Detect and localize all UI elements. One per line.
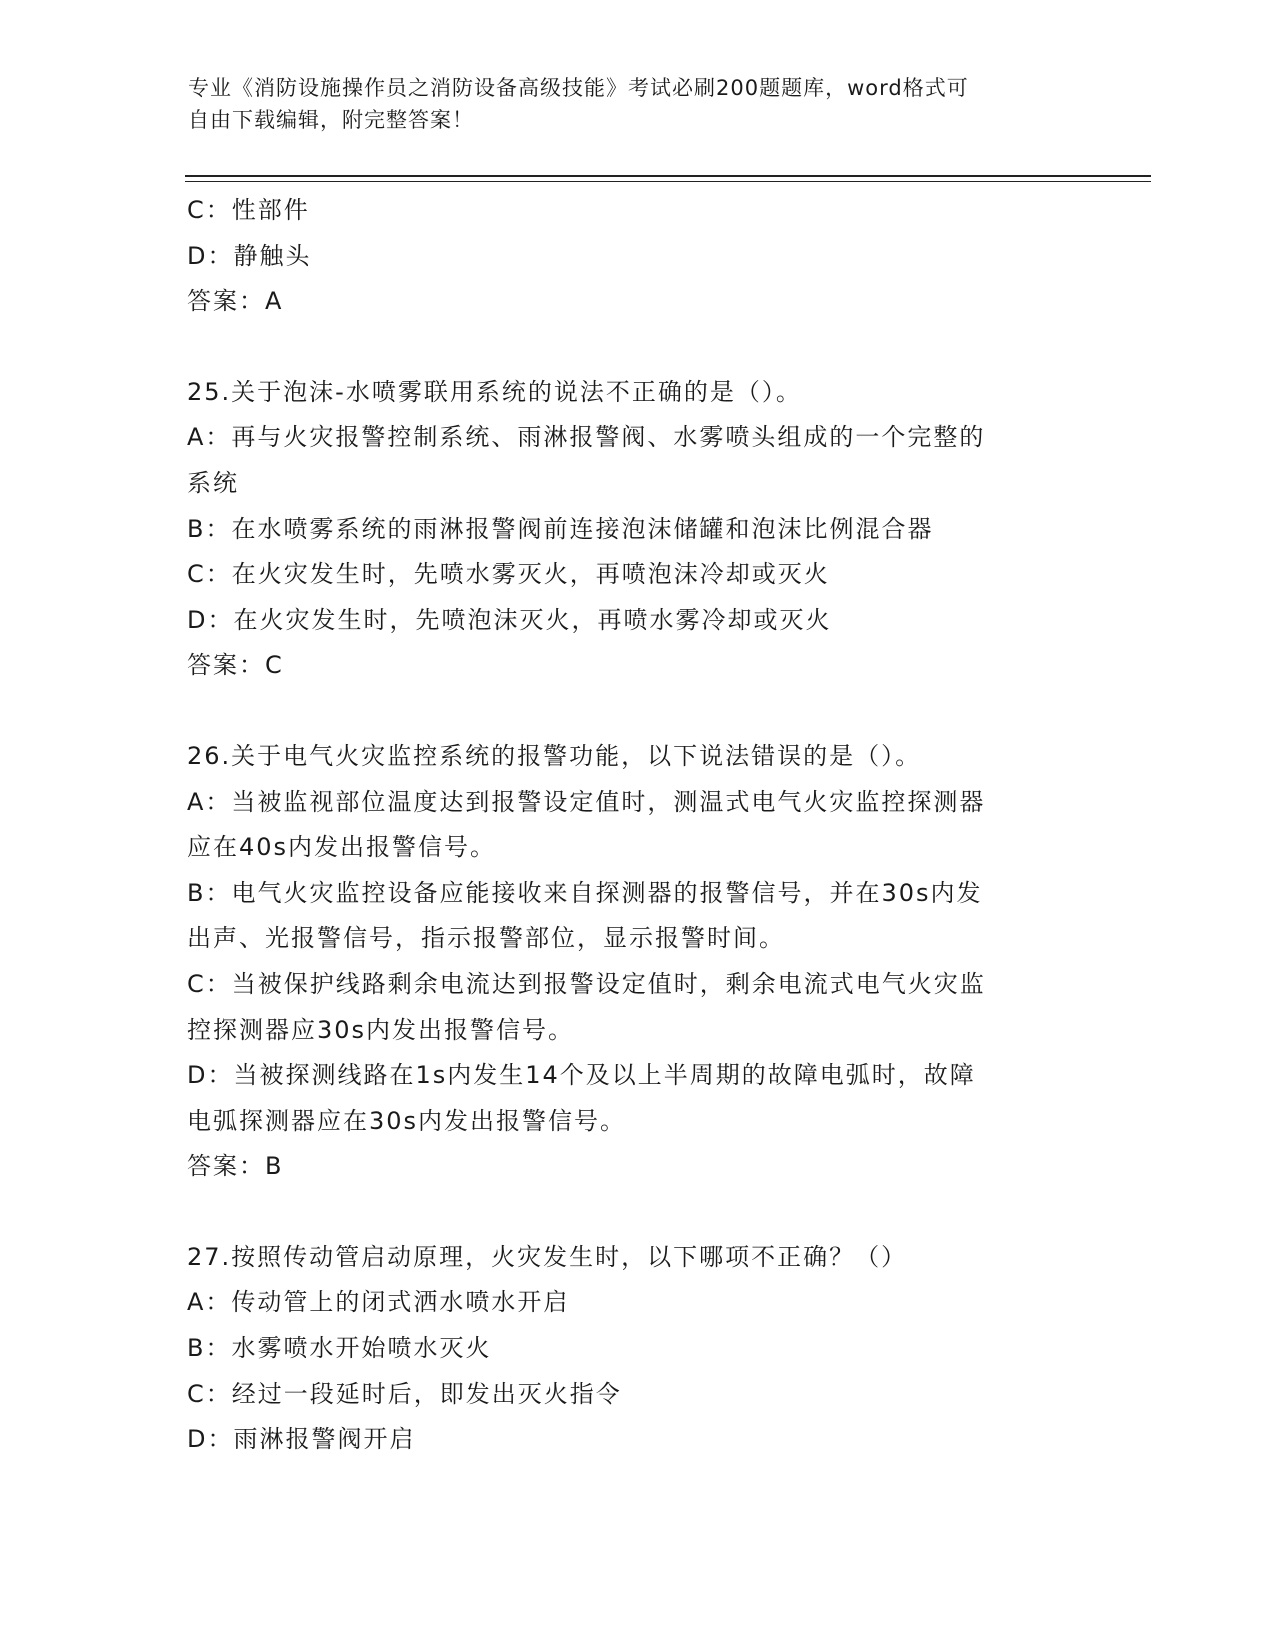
option-a-line-1: A：再与火灾报警控制系统、雨淋报警阀、水雾喷头组成的一个完整的 (187, 423, 986, 452)
question-24-tail (187, 188, 1087, 325)
option-a-line-2: 系统 (187, 468, 239, 497)
option-d-line-2: 电弧探测器应在30s内发出报警信号。 (187, 1106, 627, 1135)
option-d: D：在火灾发生时，先喷泡沫灭火，再喷水雾冷却或灭火 (187, 605, 832, 634)
option-d: D：静触头 (187, 241, 312, 270)
option-b-line-1: B：电气火灾监控设备应能接收来自探测器的报警信号，并在30s内发 (187, 878, 983, 907)
option-c: C：性部件 (187, 196, 310, 224)
option-a-line-1: A：当被监视部位温度达到报警设定值时，测温式电气火灾监控探测器 (187, 787, 986, 816)
option-d: D：雨淋报警阀开启 (187, 1425, 416, 1454)
spacer (187, 325, 1087, 370)
answer: 答案：B (187, 1152, 284, 1181)
option-d (187, 1053, 1087, 1144)
header-line-2: 自由下载编辑，附完整答案！ (188, 108, 474, 132)
header-divider-thick (185, 175, 1151, 177)
option-a (187, 415, 1087, 506)
option-c: C：经过一段延时后，即发出灭火指令 (187, 1379, 622, 1408)
question-list (187, 188, 1087, 1463)
option-b: B：水雾喷水开始喷水灭火 (187, 1334, 492, 1363)
question-25 (187, 370, 1087, 689)
option-a-line-2: 应在40s内发出报警信号。 (187, 833, 497, 862)
option-c-line-2: 控探测器应30s内发出报警信号。 (187, 1015, 575, 1044)
option-a (187, 780, 1087, 871)
page-header (188, 72, 1068, 136)
question-26 (187, 734, 1087, 1190)
question-stem: 27.按照传动管启动原理，火灾发生时，以下哪项不正确？（） (187, 1242, 908, 1271)
question-27 (187, 1235, 1087, 1463)
header-line-1: 专业《消防设施操作员之消防设备高级技能》考试必刷200题题库，word格式可 (188, 76, 969, 100)
spacer (187, 689, 1087, 734)
option-c: C：在火灾发生时，先喷水雾灭火，再喷泡沫冷却或灭火 (187, 560, 830, 589)
option-c (187, 962, 1087, 1053)
header-divider-thin (185, 181, 1151, 182)
option-b-line-2: 出声、光报警信号，指示报警部位，显示报警时间。 (187, 924, 785, 953)
option-d-line-1: D：当被探测线路在1s内发生14个及以上半周期的故障电弧时，故障 (187, 1061, 976, 1090)
spacer (187, 1190, 1087, 1235)
option-b (187, 871, 1087, 962)
option-c-line-1: C：当被保护线路剩余电流达到报警设定值时，剩余电流式电气火灾监 (187, 969, 986, 998)
question-stem: 25.关于泡沫-水喷雾联用系统的说法不正确的是（）。 (187, 377, 802, 406)
answer: 答案：C (187, 651, 284, 680)
option-b: B：在水喷雾系统的雨淋报警阀前连接泡沫储罐和泡沫比例混合器 (187, 514, 934, 543)
answer: 答案：A (187, 287, 284, 316)
option-a: A：传动管上的闭式洒水喷水开启 (187, 1288, 570, 1317)
question-stem: 26.关于电气火灾监控系统的报警功能，以下说法错误的是（）。 (187, 741, 922, 770)
